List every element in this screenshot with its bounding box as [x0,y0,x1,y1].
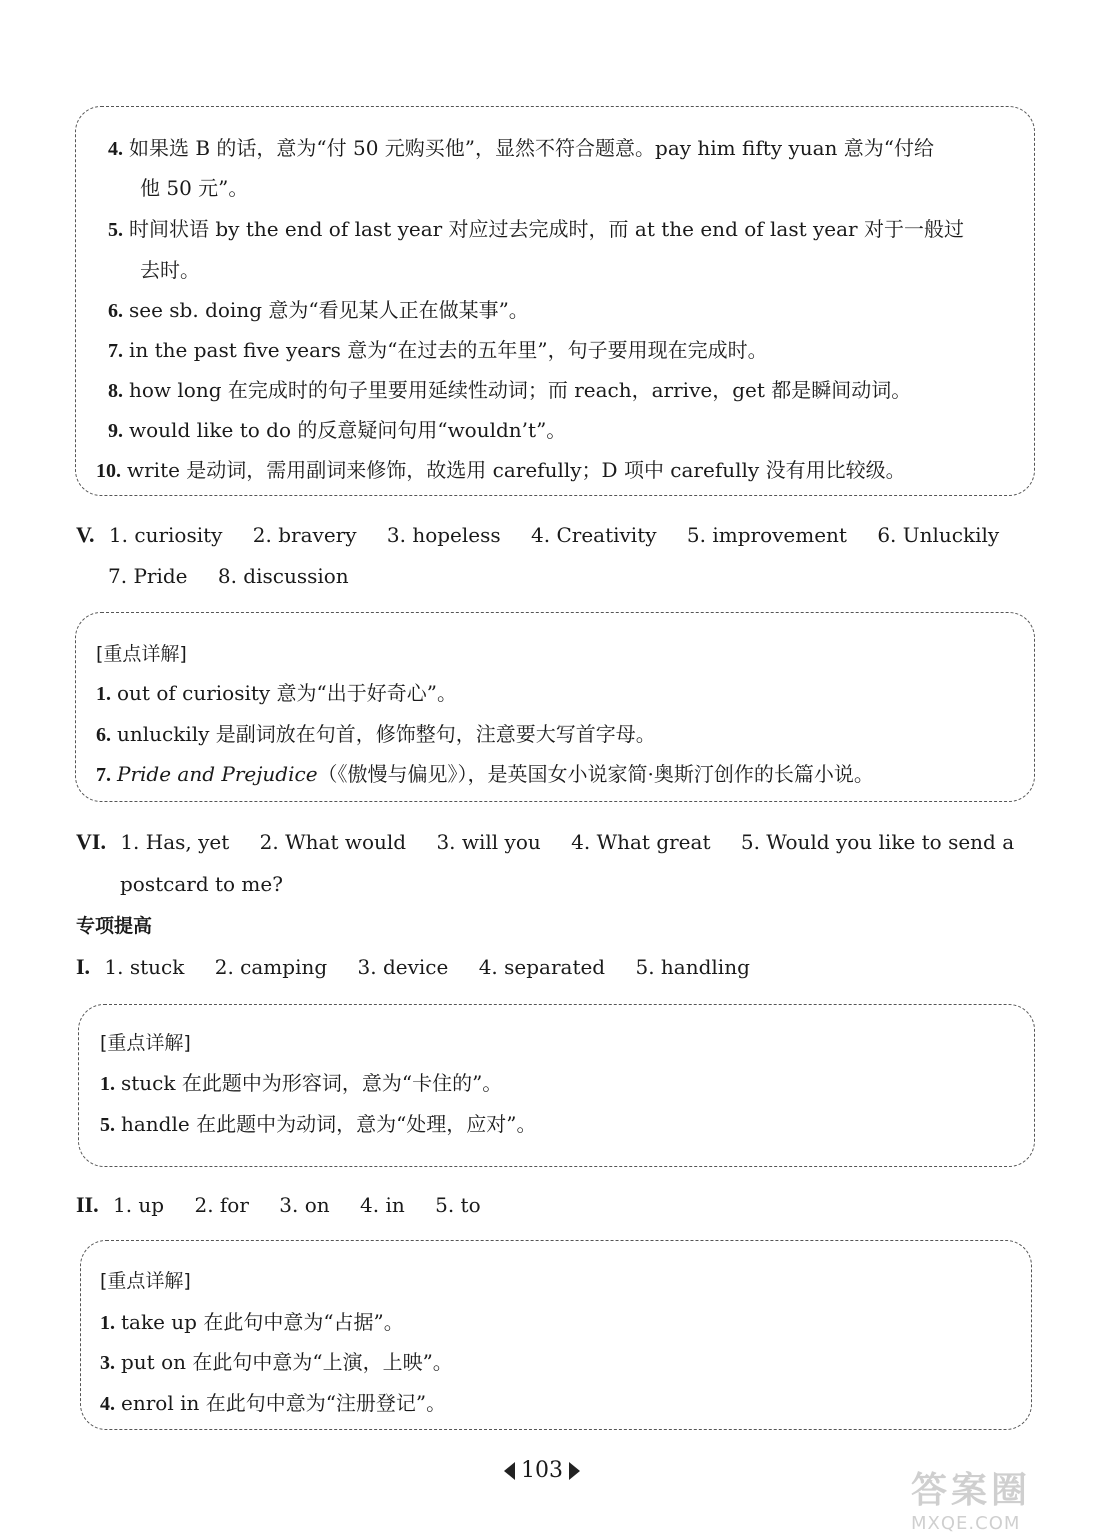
section-v-answers: V. 1. curiosity 2. bravery 3. hopeless 4. Creativity 5. improvement 6. Unluckily [76,522,1000,547]
explanation-item: 1. stuck 在此题中为形容词，意为“卡住的”。 [100,1071,503,1095]
watermark-main: 答案圈 [911,1470,1032,1511]
section-vi-answers-cont: postcard to me? [120,872,283,896]
explanation-item: 8. how long 在完成时的句子里要用延续性动词；而 reach，arrive，get 都是瞬间动词。 [108,378,912,402]
section-i-answers: I. 1. stuck 2. camping 3. device 4. separated 5. handling [76,954,750,979]
box-heading: [重点详解] [100,1270,191,1292]
explanation-item: 7. in the past five years 意为“在过去的五年里”，句子要用现在完成时。 [108,338,768,362]
explanation-item: 6. unluckily 是副词放在句首，修饰整句，注意要大写首字母。 [96,722,656,746]
box-heading: [重点详解] [96,643,187,665]
explanation-item: 10. write 是动词，需用副词来修饰，故选用 carefully；D 项中 carefully 没有用比较级。 [96,458,906,482]
page-number-text: 103 [521,1458,563,1483]
section-ii-answers: II. 1. up 2. for 3. on 4. in 5. to [76,1192,481,1217]
triangle-left-icon [504,1462,515,1480]
watermark-sub: MXQE.COM [911,1513,1021,1534]
section-v-answers-cont: 7. Pride 8. discussion [108,564,349,588]
explanation-item: 6. see sb. doing 意为“看见某人正在做某事”。 [108,298,529,322]
watermark-logo [911,1462,1091,1534]
subheading: 专项提高 [76,915,153,937]
triangle-right-icon [569,1462,580,1480]
box-heading: [重点详解] [100,1032,191,1054]
explanation-item-cont: 他 50 元”。 [140,176,249,200]
section-vi-answers: VI. 1. Has, yet 2. What would 3. will you 4. What great 5. Would you like to send a [76,829,1015,854]
explanation-item: 1. out of curiosity 意为“出于好奇心”。 [96,681,457,705]
explanation-item: 9. would like to do 的反意疑问句用“wouldn’t”。 [108,418,567,442]
explanation-item: 3. put on 在此句中意为“上演，上映”。 [100,1350,453,1374]
explanation-item-cont: 去时。 [140,258,200,282]
explanation-item: 5. handle 在此题中为动词，意为“处理，应对”。 [100,1112,537,1136]
page-number [504,1458,580,1483]
explanation-item: 4. enrol in 在此句中意为“注册登记”。 [100,1391,447,1415]
explanation-item: 5. 时间状语 by the end of last year 对应过去完成时，而 at the end of last year 对于一般过 [108,217,964,241]
explanation-item: 7. Pride and Prejudice（《傲慢与偏见》），是英国女小说家简·奥斯汀创作的长篇小说。 [96,762,874,786]
explanation-item: 4. 如果选 B 的话，意为“付 50 元购买他”，显然不符合题意。pay him fifty yuan 意为“付给 [108,136,935,160]
explanation-item: 1. take up 在此句中意为“占据”。 [100,1310,404,1334]
